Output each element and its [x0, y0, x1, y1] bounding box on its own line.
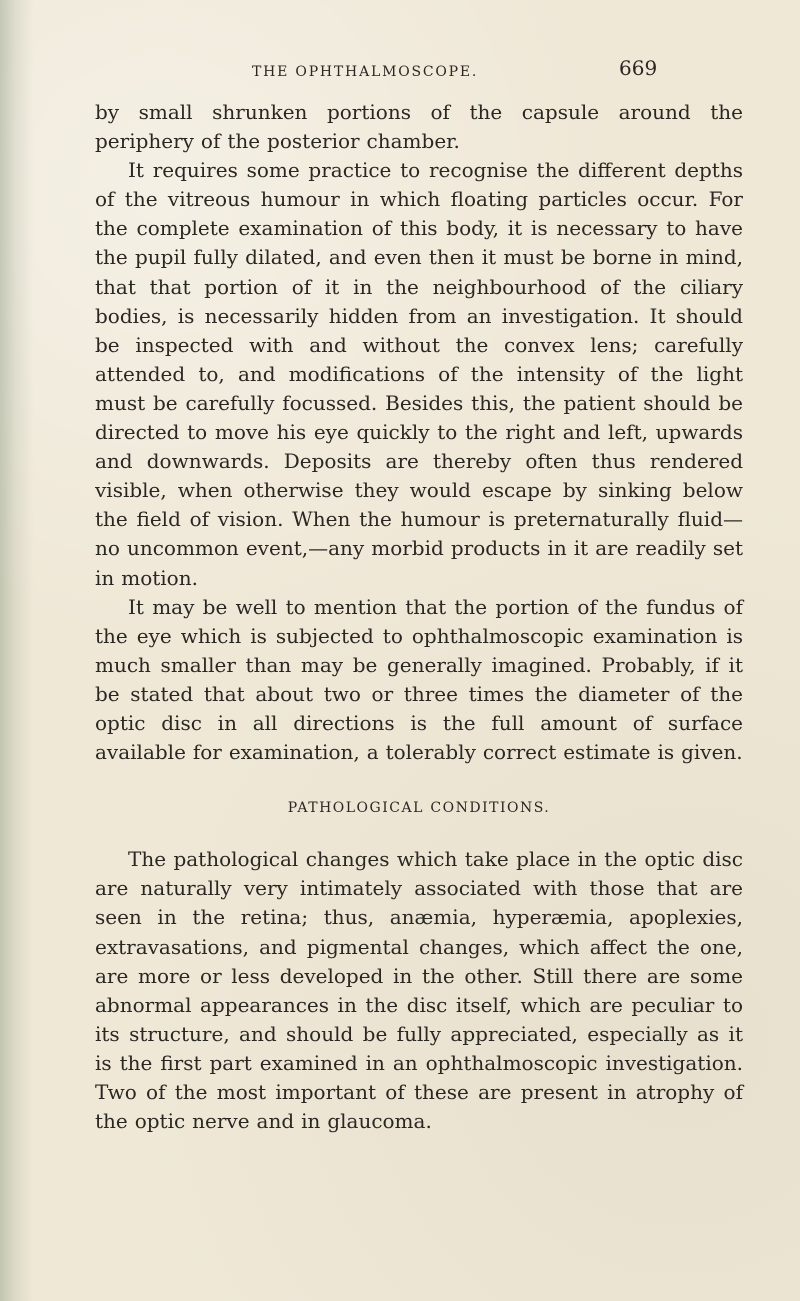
page-header — [0, 54, 800, 88]
page-gutter-shadow — [0, 0, 34, 1301]
paragraph-fundus-area: It may be well to mention that the portion of the fundus of the eye which is subjected to ophthalmoscopic examination is much smaller than may be generally imagined. Probably, if it be stated that about two or three times the diameter of the optic disc in all directions is the full amount of surface available for examination, a tolerably correct estimate is given. — [95, 594, 743, 765]
paragraph-vitreous-examination: It requires some practice to recognise the different depths of the vitreous humour in which floating particles occur. For the complete examination of this body, it is necessary to have the pupil fully dilated, and even then it must be borne in mind, that that portion of it in the neighbourhood of the ciliary bodies, is necessarily hidden from an investigation. It should be inspected with and without the convex lens; carefully attended to, and modifications of the intensity of the light must be carefully focussed. Besides this, the patient should be directed to move his eye quickly to the right and left, upwards and downwards. Deposits are thereby often thus rendered visible, when otherwise they would escape by sinking below the field of vision. When the humour is preternaturally fluid—no uncommon event,—any morbid products in it are readily set in motion. — [95, 158, 743, 590]
section-heading-pathological-conditions: PATHOLOGICAL CONDITIONS. — [287, 800, 551, 817]
main-text — [95, 98, 743, 1136]
paragraph-pathological-changes: The pathological changes which take place in the optic disc are naturally very intimately associated with those that are seen in the retina; thus, anæmia, hyperæmia, apoplexies, extravasations, and pigmental changes, which affect the one, are more or less developed in the other. Still there are some abnormal appearances in the disc itself, which are peculiar to its structure, and should be fully appreciated, especially as it is the first part examined in an ophthalmoscopic investigation. Two of the most important of these are present in atrophy of the optic nerve and in glaucoma. — [95, 847, 743, 1134]
continuation-paragraph: by small shrunken portions of the capsule around the periphery of the posterior chamber. — [95, 100, 743, 154]
page-number: 669 — [619, 56, 658, 80]
running-title: THE OPHTHALMOSCOPE. — [252, 64, 479, 80]
